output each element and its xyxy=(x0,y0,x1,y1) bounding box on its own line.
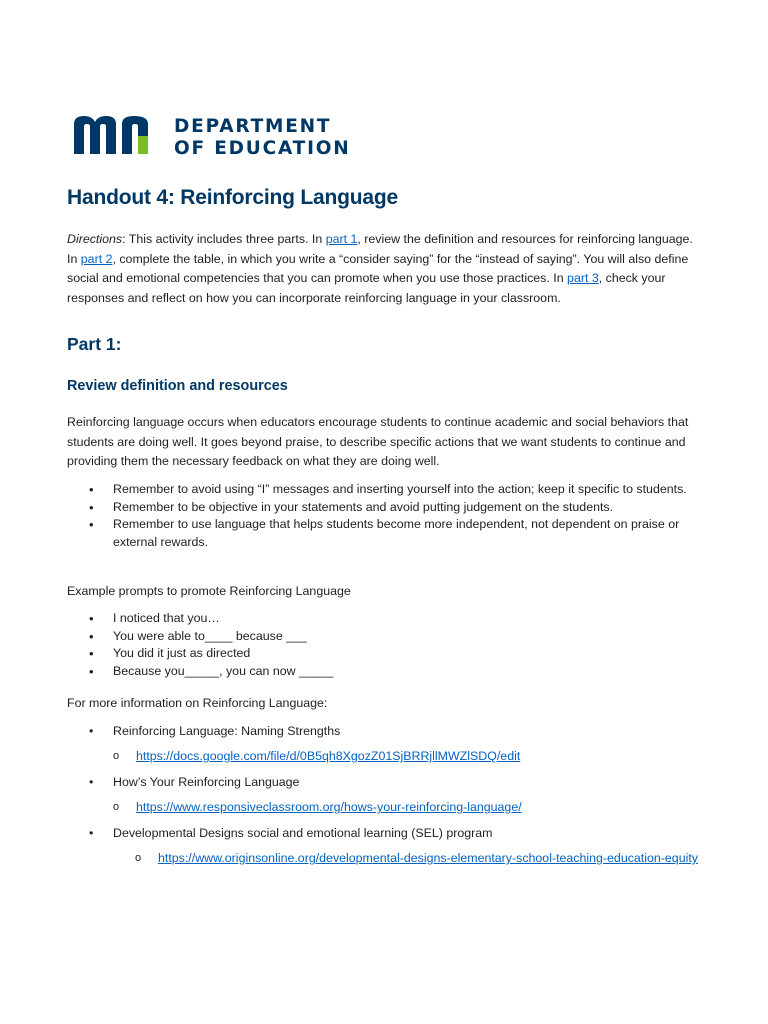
directions-text-2: , review the definition and resources for reinforcing language. In xyxy=(67,232,693,266)
logo-line-2: OF EDUCATION xyxy=(174,138,351,159)
mde-logo xyxy=(72,110,362,162)
resource-title: How’s Your Reinforcing Language xyxy=(113,775,300,789)
mn-logo-mark-icon xyxy=(72,110,164,156)
resource-title: Developmental Designs social and emotional learning (SEL) program xyxy=(113,826,493,840)
circle-bullet-icon: o xyxy=(113,801,120,813)
directions-text-3: , complete the table, in which you write a “consider saying” for the “instead of saying”. You will also define social and emotional competencies that you can promote when you use those practices. In xyxy=(67,251,689,286)
review-subheading: Review definition and resources xyxy=(67,378,288,394)
list-item: • You were able to____ because ___ xyxy=(67,628,703,646)
resource-link[interactable]: https://www.originsonline.org/developmental-designs-elementary-school-teaching-education-equity xyxy=(158,851,698,865)
resource-link[interactable]: https://www.responsiveclassroom.org/hows-your-reinforcing-language/ xyxy=(136,800,522,814)
bullet-icon: • xyxy=(89,826,94,840)
bullet-icon: • xyxy=(89,724,94,738)
logo-line-1: DEPARTMENT xyxy=(174,116,332,137)
list-item: • Because you_____, you can now _____ xyxy=(67,663,703,681)
resource-link-row xyxy=(135,849,703,868)
part-1-heading: Part 1: xyxy=(67,334,122,354)
list-item: • Remember to be objective in your statements and avoid putting judgement on the students. xyxy=(67,499,703,517)
resource-link-row xyxy=(113,798,522,817)
part-3-link[interactable]: part 3 xyxy=(567,271,599,286)
resource-title: Reinforcing Language: Naming Strengths xyxy=(113,724,341,738)
resource-link[interactable]: https://docs.google.com/file/d/0B5qh8XgozZ01SjBRRjllMWZlSDQ/edit xyxy=(136,749,521,763)
list-item: • Remember to use language that helps students become more independent, not dependent on praise or external rewards. xyxy=(67,516,703,551)
directions-label: Directions xyxy=(67,232,123,246)
page-title: Handout 4: Reinforcing Language xyxy=(67,186,398,209)
directions-text-4: , check your responses and reflect on how you can incorporate reinforcing language in your classroom. xyxy=(67,271,666,305)
part-2-link[interactable]: part 2 xyxy=(80,251,113,266)
circle-bullet-icon: o xyxy=(135,852,142,864)
more-info-text: For more information on Reinforcing Language: xyxy=(67,696,328,710)
logo-text xyxy=(174,116,351,160)
resource-link-row xyxy=(113,747,521,766)
list-item: • I noticed that you… xyxy=(67,610,703,628)
bullet-icon: • xyxy=(89,775,94,789)
reminders-list xyxy=(67,481,703,551)
part-1-link[interactable]: part 1 xyxy=(325,232,358,246)
list-item: • Remember to avoid using “I” messages and inserting yourself into the action; keep it specific to students. xyxy=(67,481,703,499)
list-item: • You did it just as directed xyxy=(67,645,703,663)
directions-paragraph xyxy=(67,230,703,308)
definition-paragraph: Reinforcing language occurs when educators encourage students to continue academic and social behaviors that students are doing well. It goes beyond praise, to describe specific actions that we want students to continue and providing them the necessary feedback on what they are doing well. xyxy=(67,415,689,469)
prompts-intro: Example prompts to promote Reinforcing Language xyxy=(67,584,351,598)
directions-text-1: : This activity includes three parts. In xyxy=(122,232,326,246)
circle-bullet-icon: o xyxy=(113,750,120,762)
prompts-list xyxy=(67,610,703,680)
